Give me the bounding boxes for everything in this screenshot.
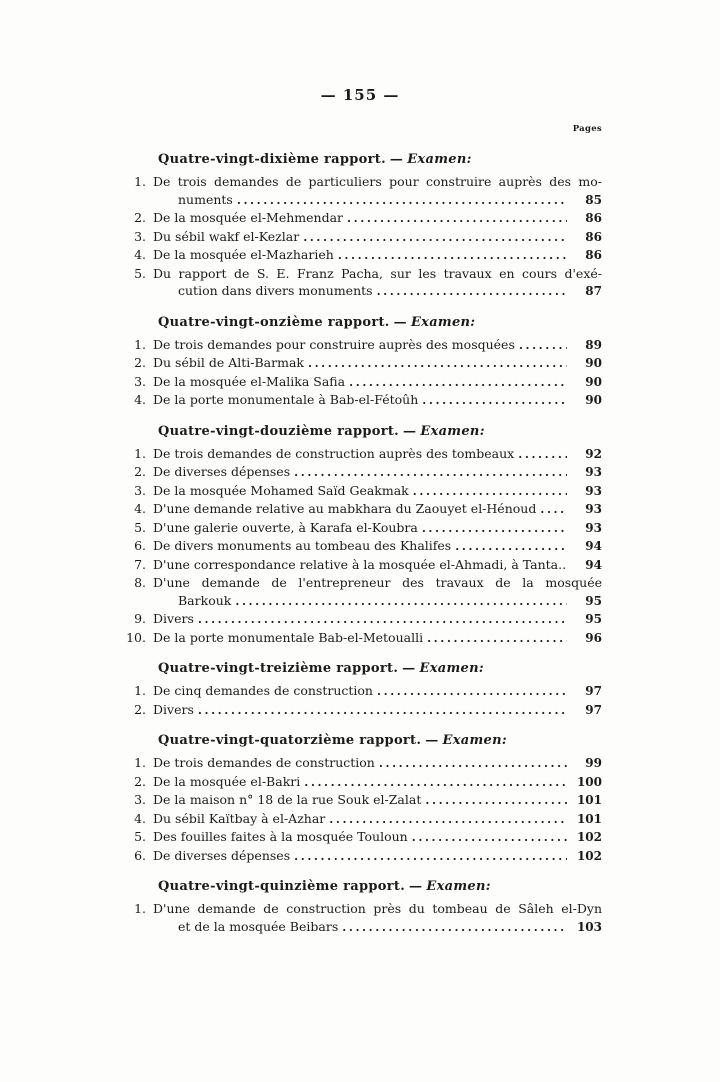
toc-item bbox=[120, 610, 602, 629]
toc-item bbox=[120, 682, 602, 701]
item-number: 1. bbox=[134, 174, 146, 189]
item-line bbox=[153, 791, 570, 810]
toc-item bbox=[120, 556, 602, 575]
item-line bbox=[153, 391, 570, 410]
item-number: 10. bbox=[126, 629, 146, 645]
toc-item bbox=[120, 228, 602, 247]
item-line bbox=[153, 773, 570, 792]
item-text: De trois demandes de construction bbox=[153, 755, 375, 770]
dot-leader bbox=[540, 500, 567, 519]
toc-section bbox=[120, 878, 602, 936]
item-number: 7. bbox=[134, 556, 146, 572]
item-text: De la mosquée el-Mazharieh bbox=[153, 247, 334, 262]
toc-item bbox=[120, 537, 602, 556]
item-line bbox=[153, 629, 570, 648]
item-number: 2. bbox=[134, 701, 146, 717]
dot-leader bbox=[347, 209, 567, 228]
toc-item-continuation bbox=[120, 918, 602, 937]
dot-leader bbox=[198, 701, 567, 720]
item-number: 9. bbox=[134, 611, 146, 626]
item-page-number: 101 bbox=[576, 811, 602, 826]
item-text: De la mosquée el-Bakri bbox=[153, 773, 301, 789]
item-number: 1. bbox=[134, 683, 146, 698]
toc-item bbox=[120, 445, 602, 464]
section-heading bbox=[158, 423, 602, 441]
item-text: De cinq demandes de construction bbox=[153, 683, 373, 698]
toc-item bbox=[120, 391, 602, 410]
toc-item bbox=[120, 463, 602, 482]
item-number: 3. bbox=[134, 373, 146, 389]
dot-leader bbox=[349, 373, 567, 392]
item-line bbox=[153, 701, 570, 720]
toc-item bbox=[120, 701, 602, 720]
heading-examen-label: Examen: bbox=[410, 314, 476, 330]
heading-dash: — bbox=[425, 733, 439, 748]
dot-leader bbox=[294, 463, 567, 482]
heading-title: Quatre-vingt-douzième rapport. bbox=[158, 423, 400, 439]
heading-examen-label: Examen: bbox=[442, 733, 507, 748]
toc-item bbox=[120, 500, 602, 519]
item-page-number: 95 bbox=[585, 593, 602, 608]
item-text: Du sébil de Alti-Barmak bbox=[153, 355, 304, 370]
item-text: De la porte monumentale Bab-el-Metoualli bbox=[153, 629, 424, 645]
item-page-number: 93 bbox=[585, 483, 602, 498]
item-text: D'une demande de l'entrepreneur des travaux de la mosquée bbox=[153, 575, 602, 590]
item-number: 5. bbox=[134, 829, 146, 844]
toc-item bbox=[120, 354, 602, 373]
item-line bbox=[153, 537, 570, 556]
item-page-number: 95 bbox=[585, 612, 602, 626]
toc-item bbox=[120, 629, 602, 648]
item-page-number: 93 bbox=[585, 465, 602, 479]
item-number: 2. bbox=[134, 355, 146, 370]
heading-examen-label: Examen: bbox=[420, 423, 485, 439]
section-heading bbox=[158, 314, 602, 332]
dot-leader bbox=[412, 828, 567, 847]
toc-section bbox=[120, 423, 602, 648]
section-heading bbox=[158, 878, 602, 896]
item-number: 4. bbox=[134, 501, 146, 516]
item-line bbox=[153, 209, 570, 228]
item-page-number: 99 bbox=[585, 756, 602, 770]
dot-leader bbox=[304, 773, 567, 792]
dot-leader bbox=[425, 791, 567, 810]
item-line bbox=[153, 463, 570, 482]
item-page-number: 96 bbox=[585, 630, 602, 645]
item-page-number: 97 bbox=[585, 684, 602, 698]
item-number: 1. bbox=[134, 336, 146, 352]
heading-examen-label: Examen: bbox=[426, 879, 491, 894]
dot-leader bbox=[342, 918, 567, 937]
dot-leader bbox=[422, 519, 567, 538]
item-page-number: 86 bbox=[585, 229, 602, 244]
dot-leader bbox=[237, 191, 567, 210]
dot-leader bbox=[379, 754, 567, 773]
toc-item bbox=[120, 847, 602, 866]
toc-section bbox=[120, 660, 602, 719]
item-page-number: 92 bbox=[585, 446, 602, 461]
item-line bbox=[153, 519, 570, 538]
toc-item bbox=[120, 828, 602, 847]
item-page-number: 100 bbox=[576, 774, 602, 789]
item-number: 4. bbox=[134, 247, 146, 262]
item-line bbox=[153, 354, 570, 373]
item-number: 3. bbox=[134, 482, 146, 498]
item-number: 2. bbox=[134, 464, 146, 479]
item-text: Des fouilles faites à la mosquée Touloun bbox=[153, 829, 408, 844]
toc-item bbox=[120, 810, 602, 829]
toc-item bbox=[120, 773, 602, 792]
toc-section bbox=[120, 314, 602, 410]
item-text: Du sébil Kaïtbay à el-Azhar bbox=[153, 810, 326, 826]
toc-section bbox=[120, 732, 602, 865]
toc-item bbox=[120, 173, 602, 191]
item-line bbox=[153, 828, 570, 847]
item-text: D'une demande relative au mabkhara du Zaouyet el-Hénoud bbox=[153, 501, 537, 516]
item-text-continuation: cution dans divers monuments bbox=[178, 283, 373, 298]
item-page-number: 87 bbox=[585, 284, 602, 298]
item-page-number: 93 bbox=[585, 520, 602, 535]
heading-title: Quatre-vingt-onzième rapport. bbox=[158, 314, 390, 330]
item-text: De trois demandes de construction auprès des tombeaux bbox=[153, 445, 515, 461]
item-text: De divers monuments au tombeau des Khalifes bbox=[153, 538, 452, 553]
item-line bbox=[153, 556, 570, 575]
heading-title: Quatre-vingt-quatorzième rapport. bbox=[158, 733, 422, 748]
item-text: De diverses dépenses bbox=[153, 847, 291, 863]
item-line bbox=[153, 500, 570, 519]
item-text: D'une correspondance relative à la mosquée el-Ahmadi, à Tanta.. bbox=[153, 556, 567, 572]
item-text: De diverses dépenses bbox=[153, 464, 291, 479]
item-line bbox=[153, 282, 570, 301]
item-number: 1. bbox=[134, 901, 146, 916]
page-number: — 155 — bbox=[320, 86, 400, 104]
heading-dash: — bbox=[402, 661, 416, 676]
item-text-continuation: numents bbox=[178, 191, 233, 207]
item-number: 4. bbox=[134, 392, 146, 407]
item-page-number: 101 bbox=[576, 793, 602, 807]
dot-leader bbox=[198, 610, 567, 629]
toc-item bbox=[120, 209, 602, 228]
pages-column-header: Pages bbox=[572, 124, 602, 134]
dot-leader bbox=[377, 682, 567, 701]
item-line bbox=[153, 682, 570, 701]
item-number: 2. bbox=[134, 210, 146, 225]
item-line bbox=[153, 191, 570, 210]
item-text: De la mosquée Mohamed Saïd Geakmak bbox=[153, 482, 409, 498]
heading-dash: — bbox=[389, 152, 404, 167]
item-line bbox=[153, 610, 570, 629]
item-line bbox=[153, 847, 570, 866]
dot-leader bbox=[422, 391, 567, 410]
item-line bbox=[153, 810, 570, 829]
item-text: De la maison n° 18 de la rue Souk el-Zalat bbox=[153, 792, 422, 807]
item-line bbox=[153, 482, 570, 501]
item-line bbox=[153, 246, 570, 265]
heading-dash: — bbox=[403, 423, 417, 439]
item-text: D'une galerie ouverte, à Karafa el-Koubra bbox=[153, 519, 418, 535]
item-text: Divers bbox=[153, 611, 194, 626]
toc-item bbox=[120, 336, 602, 355]
toc bbox=[120, 138, 602, 936]
item-text-continuation: et de la mosquée Beibars bbox=[178, 918, 339, 934]
dot-leader bbox=[303, 228, 567, 247]
item-text: De trois demandes de particuliers pour construire auprès des mo- bbox=[153, 174, 602, 189]
item-page-number: 86 bbox=[585, 211, 602, 225]
heading-dash: — bbox=[393, 314, 407, 330]
heading-title: Quatre-vingt-treizième rapport. bbox=[158, 661, 399, 676]
item-page-number: 93 bbox=[585, 502, 602, 516]
heading-title: Quatre-vingt-quinzième rapport. bbox=[158, 879, 406, 894]
item-number: 6. bbox=[134, 538, 146, 553]
item-number: 2. bbox=[134, 773, 146, 789]
section-heading bbox=[158, 732, 602, 750]
item-page-number: 94 bbox=[585, 557, 602, 572]
item-number: 3. bbox=[134, 228, 146, 244]
item-page-number: 85 bbox=[585, 192, 602, 207]
dot-leader bbox=[338, 246, 567, 265]
item-page-number: 94 bbox=[585, 539, 602, 553]
item-text: De la porte monumentale à Bab-el-Fétoûh bbox=[153, 392, 419, 407]
section-heading bbox=[158, 151, 602, 169]
dot-leader bbox=[518, 445, 567, 464]
dot-leader bbox=[519, 336, 567, 355]
dot-leader bbox=[377, 282, 567, 301]
dot-leader bbox=[294, 847, 567, 866]
toc-section bbox=[120, 151, 602, 301]
item-number: 8. bbox=[134, 575, 146, 590]
item-page-number: 97 bbox=[585, 702, 602, 717]
dot-leader bbox=[329, 810, 567, 829]
heading-dash: — bbox=[409, 879, 423, 894]
toc-item bbox=[120, 246, 602, 265]
item-text-continuation: Barkouk bbox=[178, 592, 232, 608]
item-number: 5. bbox=[134, 519, 146, 535]
item-page-number: 89 bbox=[585, 337, 602, 352]
dot-leader bbox=[427, 629, 567, 648]
item-number: 4. bbox=[134, 810, 146, 826]
dot-leader bbox=[455, 537, 567, 556]
item-page-number: 86 bbox=[585, 248, 602, 262]
heading-title: Quatre-vingt-dixième rapport. bbox=[158, 152, 386, 167]
item-line bbox=[153, 373, 570, 392]
heading-examen-label: Examen: bbox=[419, 661, 484, 676]
toc-item-continuation bbox=[120, 191, 602, 210]
item-number: 3. bbox=[134, 792, 146, 807]
section-heading bbox=[158, 660, 602, 678]
dot-leader bbox=[413, 482, 567, 501]
heading-examen-label: Examen: bbox=[407, 152, 472, 167]
item-text: De trois demandes pour construire auprès des mosquées bbox=[153, 336, 515, 352]
toc-item bbox=[120, 900, 602, 918]
toc-item-continuation bbox=[120, 282, 602, 301]
item-line bbox=[153, 228, 570, 247]
item-number: 1. bbox=[134, 755, 146, 770]
toc-item bbox=[120, 373, 602, 392]
item-page-number: 90 bbox=[585, 356, 602, 370]
item-page-number: 103 bbox=[576, 919, 602, 934]
toc-item bbox=[120, 754, 602, 773]
item-page-number: 90 bbox=[585, 374, 602, 389]
item-number: 1. bbox=[134, 445, 146, 461]
item-line bbox=[153, 336, 570, 355]
toc-item bbox=[120, 574, 602, 592]
item-page-number: 102 bbox=[576, 830, 602, 844]
toc-item-continuation bbox=[120, 592, 602, 611]
item-page-number: 102 bbox=[576, 848, 602, 863]
toc-item bbox=[120, 482, 602, 501]
item-number: 5. bbox=[134, 265, 146, 281]
toc-item bbox=[120, 519, 602, 538]
item-page-number: 90 bbox=[585, 393, 602, 407]
dot-leader bbox=[308, 354, 567, 373]
item-line bbox=[153, 445, 570, 464]
item-line bbox=[153, 592, 570, 611]
item-line bbox=[153, 754, 570, 773]
toc-item bbox=[120, 265, 602, 283]
item-text: De la mosquée el-Malika Safia bbox=[153, 373, 346, 389]
item-text: De la mosquée el-Mehmendar bbox=[153, 210, 344, 225]
item-number: 6. bbox=[134, 847, 146, 863]
item-text: D'une demande de construction près du tombeau de Sâleh el-Dyn bbox=[153, 901, 602, 916]
toc-item bbox=[120, 791, 602, 810]
dot-leader bbox=[235, 592, 567, 611]
item-text: Du rapport de S. E. Franz Pacha, sur les travaux en cours d'exé- bbox=[153, 265, 602, 281]
item-line bbox=[153, 918, 570, 937]
item-text: Divers bbox=[153, 701, 194, 717]
item-text: Du sébil wakf el-Kezlar bbox=[153, 228, 300, 244]
